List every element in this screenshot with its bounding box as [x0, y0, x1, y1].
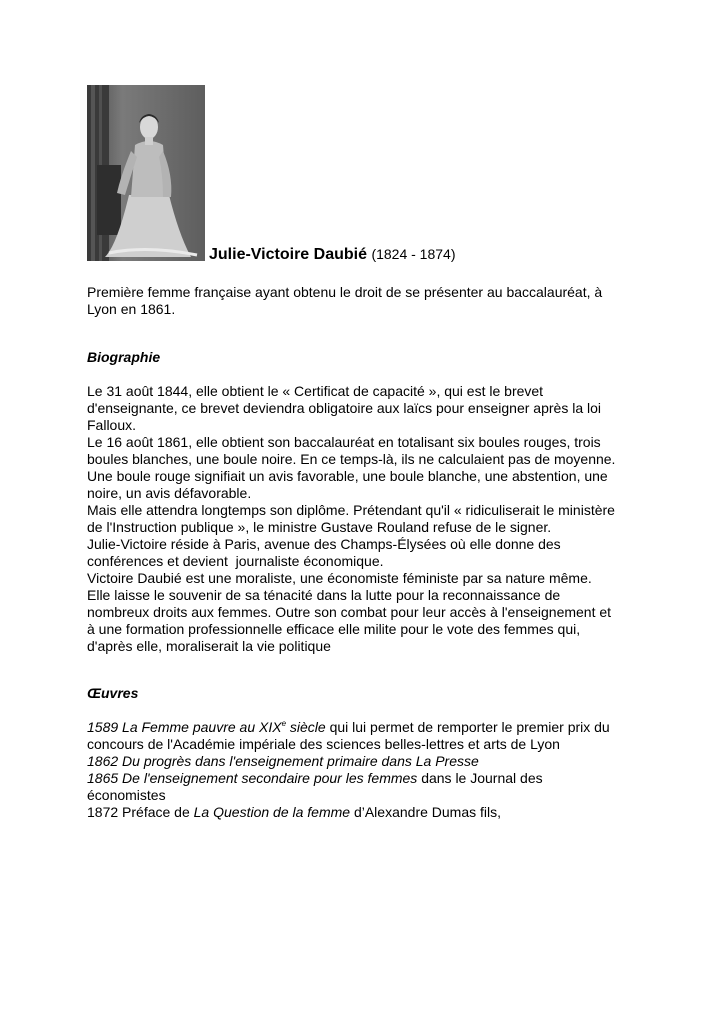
biographie-line: Le 16 août 1861, elle obtient son baccalauréat en totalisant six boules rouges, trois: [87, 434, 601, 450]
biographie-heading: Biographie: [87, 349, 161, 365]
oeuvre-4-pre: 1872 Préface de: [87, 804, 194, 820]
biographie-line: à une formation professionnelle efficace elle milite pour le vote des femmes qui,: [87, 621, 581, 637]
biographie-line: de l'Instruction publique », le ministre Gustave Rouland refuse de le signer.: [87, 519, 552, 535]
biographie-line: Elle laisse le souvenir de sa ténacité dans la lutte pour la reconnaissance de: [87, 587, 561, 603]
portrait-photo: [87, 85, 205, 261]
intro-text: Première femme française ayant obtenu le droit de se présenter au baccalauréat, à Lyon en 1861.: [87, 284, 603, 317]
oeuvre-2: 1862 Du progrès dans l'enseignement primaire dans La Presse: [87, 753, 479, 769]
oeuvre-3-title: 1865 De l'enseignement secondaire pour les femmes: [87, 770, 418, 786]
page-title: [209, 244, 456, 265]
biographie-line: Julie-Victoire réside à Paris, avenue des Champs-Élysées où elle donne des: [87, 536, 561, 552]
biographie-line: Une boule rouge signifiait un avis favorable, une boule blanche, une abstention, une: [87, 468, 608, 484]
biographie-line: d'après elle, moraliserait la vie politique: [87, 638, 331, 654]
biographie-text: [87, 383, 667, 655]
oeuvre-3: [87, 770, 667, 787]
portrait-image: [87, 85, 205, 261]
oeuvre-3-desc: dans le Journal des: [417, 770, 543, 786]
intro-paragraph: [87, 284, 647, 318]
biographie-line: conférences et devient journaliste économique.: [87, 553, 384, 569]
oeuvre-1-title: 1589 La Femme pauvre au XIX: [87, 719, 282, 735]
biographie-line: Falloux.: [87, 417, 137, 433]
oeuvre-3-line2: économistes: [87, 787, 166, 803]
biographie-line: Mais elle attendra longtemps son diplôme. Prétendant qu'il « ridiculiserait le ministère: [87, 502, 615, 518]
oeuvre-1: [87, 719, 667, 736]
biographie-line: Le 31 août 1844, elle obtient le « Certificat de capacité », qui est le brevet: [87, 383, 544, 399]
oeuvre-4-title: La Question de la femme: [193, 804, 351, 820]
life-years: (1824 - 1874): [371, 246, 456, 262]
section-heading-biographie: [87, 349, 647, 366]
oeuvres-heading: Œuvres: [87, 685, 139, 701]
biographie-line: noire, un avis défavorable.: [87, 485, 252, 501]
oeuvre-4-post: d’Alexandre Dumas fils,: [350, 804, 502, 820]
person-name: Julie-Victoire Daubié: [209, 246, 367, 263]
oeuvre-1-desc: qui lui permet de remporter le premier prix du: [325, 719, 610, 735]
oeuvre-1-line2: concours de l'Académie impériale des sciences belles-lettres et arts de Lyon: [87, 736, 560, 752]
biographie-line: boules blanches, une boule noire. En ce temps-là, ils ne calculaient pas de moyenne.: [87, 451, 616, 467]
oeuvre-1-title-end: siècle: [286, 719, 326, 735]
section-heading-oeuvres: [87, 685, 647, 702]
oeuvre-1-sup: e: [281, 719, 287, 728]
biographie-line: Victoire Daubié est une moraliste, une économiste féministe par sa nature même.: [87, 570, 592, 586]
oeuvre-4: [87, 804, 667, 821]
biographie-line: d'enseignante, ce brevet deviendra obligatoire aux laïcs pour enseigner après la loi: [87, 400, 602, 416]
biographie-line: nombreux droits aux femmes. Outre son combat pour leur accès à l'enseignement et: [87, 604, 612, 620]
oeuvres-list: [87, 719, 667, 821]
